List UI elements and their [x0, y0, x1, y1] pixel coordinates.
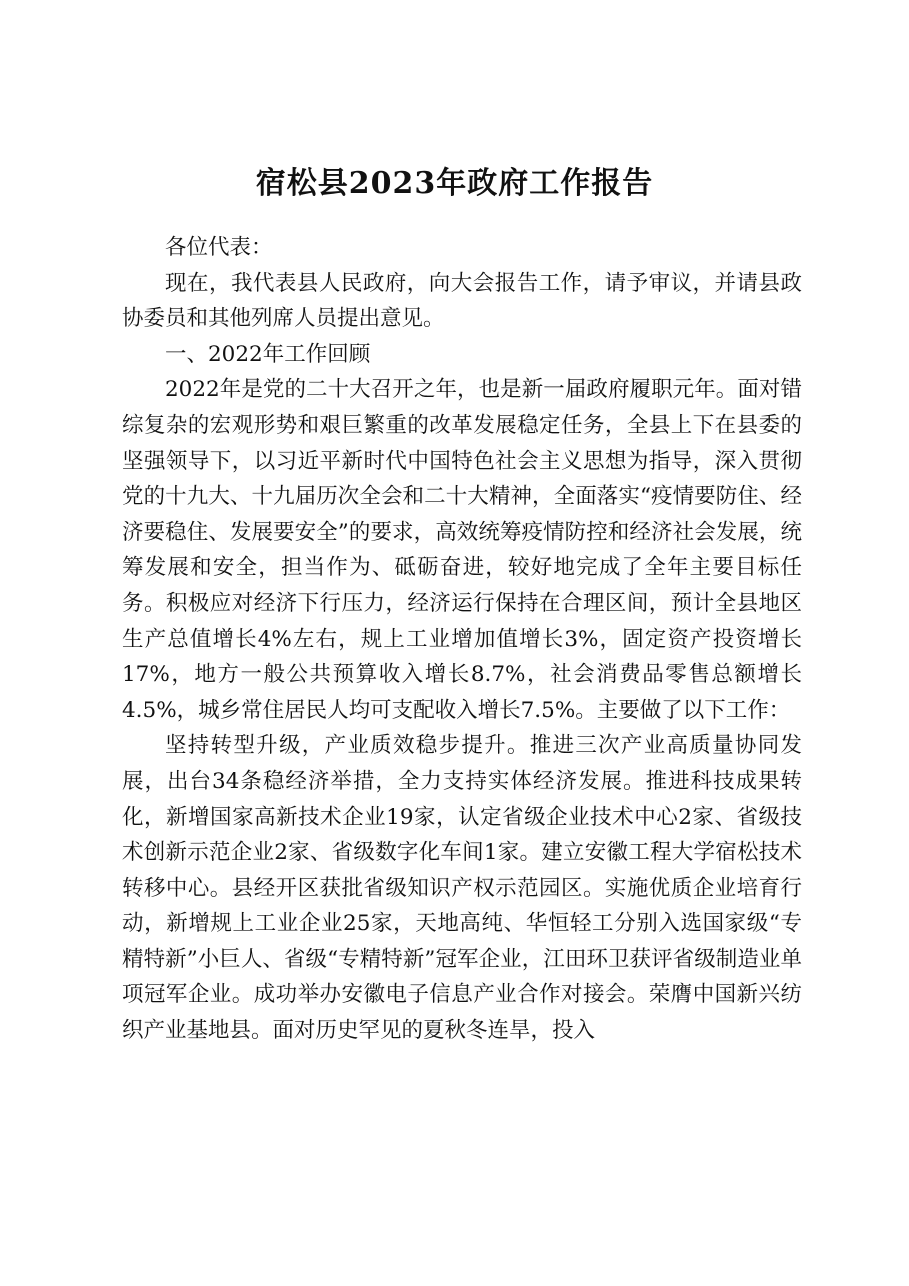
section-heading: 一、2022年工作回顾: [165, 341, 371, 367]
document-title: 宿松县2023年政府工作报告: [255, 166, 654, 201]
intro-paragraph: 现在，我代表县人民政府，向大会报告工作，请予审议，并请县政协委员和其他列席人员提出意见。: [122, 270, 802, 332]
review-paragraph: 2022年是党的二十大召开之年，也是新一届政府履职元年。面对错综复杂的宏观形势和艰巨繁重的改革发展稳定任务，全县上下在县委的坚强领导下，以习近平新时代中国特色社会主义思想为指导，深入贯彻党的十九大、十九届历次全会和二十大精神，全面落实“疫情要防住、经济要稳住、发展要安全”的要求，高效统筹疫情防控和经济社会发展，统筹发展和安全，担当作为、砥砺奋进，较好地完成了全年主要目标任务。积极应对经济下行压力，经济运行保持在合理区间，预计全县地区生产总值增长4%左右，规上工业增加值增长3%，固定资产投资增长17%，地方一般公共预算收入增长8.7%，社会消费品零售总额增长4.5%，城乡常住居民人均可支配收入增长7.5%。主要做了以下工作：: [122, 377, 802, 723]
industry-paragraph: 坚持转型升级，产业质效稳步提升。推进三次产业高质量协同发展，出台34条稳经济举措，全力支持实体经济发展。推进科技成果转化，新增国家高新技术企业19家，认定省级企业技术中心2家、省级技术创新示范企业2家、省级数字化车间1家。建立安徽工程大学宿松技术转移中心。县经开区获批省级知识产权示范园区。实施优质企业培育行动，新增规上工业企业25家，天地高纯、华恒轻工分别入选国家级“专精特新”小巨人、省级“专精特新”冠军企业，江田环卫获评省级制造业单项冠军企业。成功举办安徽电子信息产业合作对接会。荣膺中国新兴纺织产业基地县。面对历史罕见的夏秋冬连旱，投入: [122, 733, 802, 1044]
document-body: [122, 230, 802, 1049]
salutation: 各位代表：: [165, 235, 273, 260]
